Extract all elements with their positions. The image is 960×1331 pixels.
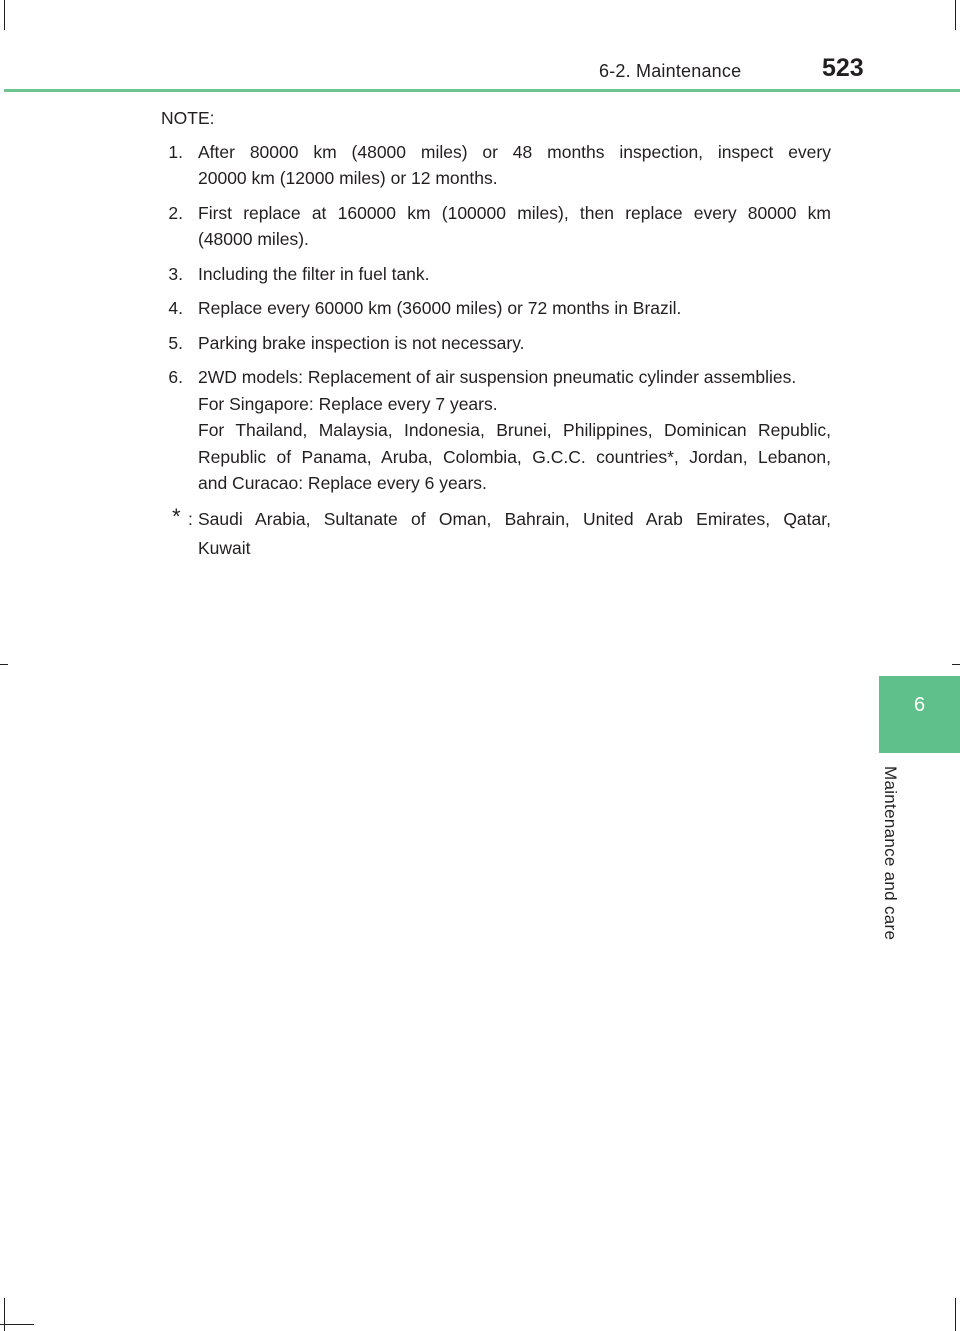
note-item-1 xyxy=(161,139,831,192)
note-number: 4. xyxy=(168,298,183,318)
page-number: 523 xyxy=(822,54,864,82)
crop-mark-bottom-left-horizontal xyxy=(0,1324,34,1325)
note-item-6 xyxy=(161,364,831,497)
chapter-number: 6 xyxy=(913,694,926,716)
crop-mark-bottom-left-vertical xyxy=(4,1298,5,1331)
note-number: 1. xyxy=(168,141,183,162)
note-item-2 xyxy=(161,200,831,253)
footnote xyxy=(161,505,831,563)
crop-mark-mid-left xyxy=(0,664,8,665)
crop-mark-bottom-right-vertical xyxy=(955,1298,956,1331)
note-text-line: 20000 km (12000 miles) or 12 months. xyxy=(198,168,498,188)
footnote-colon: : xyxy=(188,508,193,529)
note-text-line: Including the filter in fuel tank. xyxy=(198,263,430,284)
crop-mark-top-right xyxy=(955,0,956,30)
note-item-3 xyxy=(161,261,831,288)
header-divider xyxy=(4,89,960,92)
note-number: 6. xyxy=(168,367,183,387)
note-item-5 xyxy=(161,330,831,357)
note-number: 5. xyxy=(168,332,183,353)
note-number: 2. xyxy=(168,202,183,223)
note-text-line: and Curacao: Replace every 6 years. xyxy=(198,473,487,493)
note-number: 3. xyxy=(168,263,183,284)
crop-mark-mid-right xyxy=(952,664,960,665)
note-item-4 xyxy=(161,295,831,322)
note-text-line: First replace at 160000 km (100000 miles), then replace every 80000 km xyxy=(198,202,831,223)
note-text-line: 2WD models: Replacement of air suspension pneumatic cylinder assemblies. xyxy=(198,367,797,387)
footnote-text-line: Saudi Arabia, Sultanate of Oman, Bahrain, United Arab Emirates, Qatar, xyxy=(198,508,831,529)
note-block xyxy=(161,105,831,563)
note-heading: NOTE: xyxy=(161,108,215,128)
note-text-line: For Singapore: Replace every 7 years. xyxy=(198,393,498,414)
chapter-tab xyxy=(879,676,960,753)
note-text-line: Republic of Panama, Aruba, Colombia, G.C.C. countries*, Jordan, Lebanon, xyxy=(198,446,831,467)
chapter-title: Maintenance and care xyxy=(881,766,900,941)
note-text-line: After 80000 km (48000 miles) or 48 months inspection, inspect every xyxy=(198,141,831,162)
note-text-line: Parking brake inspection is not necessary. xyxy=(198,332,525,353)
footnote-text-line: Kuwait xyxy=(198,537,251,558)
note-text-line: Replace every 60000 km (36000 miles) or 72 months in Brazil. xyxy=(198,298,682,318)
note-list xyxy=(161,139,831,497)
note-text-line: (48000 miles). xyxy=(198,229,309,249)
footnote-asterisk: * xyxy=(172,503,181,529)
crop-mark-top-left xyxy=(4,0,5,30)
section-title: 6-2. Maintenance xyxy=(599,61,742,81)
note-text-line: For Thailand, Malaysia, Indonesia, Brunei, Philippines, Dominican Republic, xyxy=(198,420,831,440)
